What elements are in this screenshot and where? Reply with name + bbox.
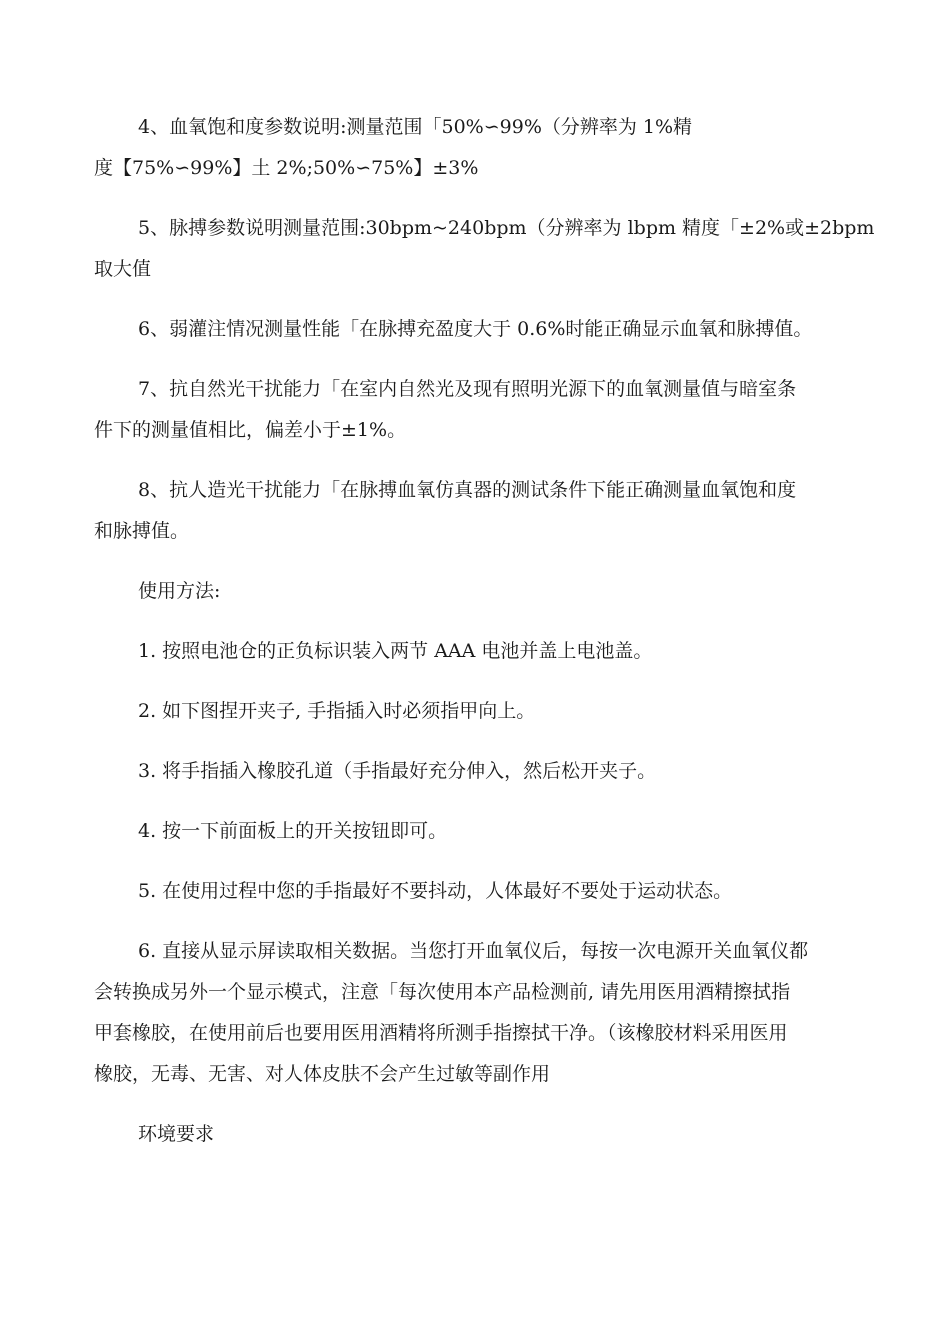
paragraph-pulse-line1: 5、脉搏参数说明测量范围:30bpm~240bpm（分辨率为 lbpm 精度「±2%或±2bpm — [138, 217, 875, 239]
paragraph-spo2-line2: 度【75%∽99%】土 2%;50%∽75%】±3% — [94, 157, 479, 179]
paragraph-artificial-light-line2: 和脉搏值。 — [94, 520, 190, 542]
usage-step-3: 3. 将手指插入橡胶孔道（手指最好充分伸入，然后松开夹子。 — [138, 760, 657, 782]
paragraph-natural-light-line2: 件下的测量值相比，偏差小于±1%。 — [94, 419, 407, 441]
paragraph-spo2-line1: 4、血氧饱和度参数说明:测量范围「50%∽99%（分辨率为 1%精 — [138, 116, 693, 138]
paragraph-artificial-light-line1: 8、抗人造光干扰能力「在脉搏血氧仿真器的测试条件下能正确测量血氧饱和度 — [138, 479, 797, 501]
usage-step-2: 2. 如下图捏开夹子, 手指插入时必须指甲向上。 — [138, 700, 536, 722]
usage-step-5: 5. 在使用过程中您的手指最好不要抖动，人体最好不要处于运动状态。 — [138, 880, 733, 902]
paragraph-natural-light-line1: 7、抗自然光干扰能力「在室内自然光及现有照明光源下的血氧测量值与暗室条 — [138, 378, 797, 400]
usage-step-1: 1. 按照电池仓的正负标识装入两节 AAA 电池并盖上电池盖。 — [138, 640, 653, 662]
usage-step-6-line4: 橡胶，无毒、无害、对人体皮肤不会产生过敏等副作用 — [94, 1063, 551, 1085]
usage-step-6-line2: 会转换成另外一个显示模式，注意「每次使用本产品检测前, 请先用医用酒精擦拭指 — [94, 981, 791, 1003]
usage-heading: 使用方法: — [138, 580, 221, 602]
paragraph-pulse-line2: 取大值 — [94, 258, 152, 280]
usage-step-6-line1: 6. 直接从显示屏读取相关数据。当您打开血氧仪后，每按一次电源开关血氧仪都 — [138, 940, 809, 962]
environment-heading: 环境要求 — [138, 1123, 215, 1145]
usage-step-4: 4. 按一下前面板上的开关按钮即可。 — [138, 820, 448, 842]
paragraph-weak-perfusion: 6、弱灌注情况测量性能「在脉搏充盈度大于 0.6%时能正确显示血氧和脉搏值。 — [138, 318, 813, 340]
usage-step-6-line3: 甲套橡胶，在使用前后也要用医用酒精将所测手指擦拭干净。（该橡胶材料采用医用 — [94, 1022, 788, 1044]
